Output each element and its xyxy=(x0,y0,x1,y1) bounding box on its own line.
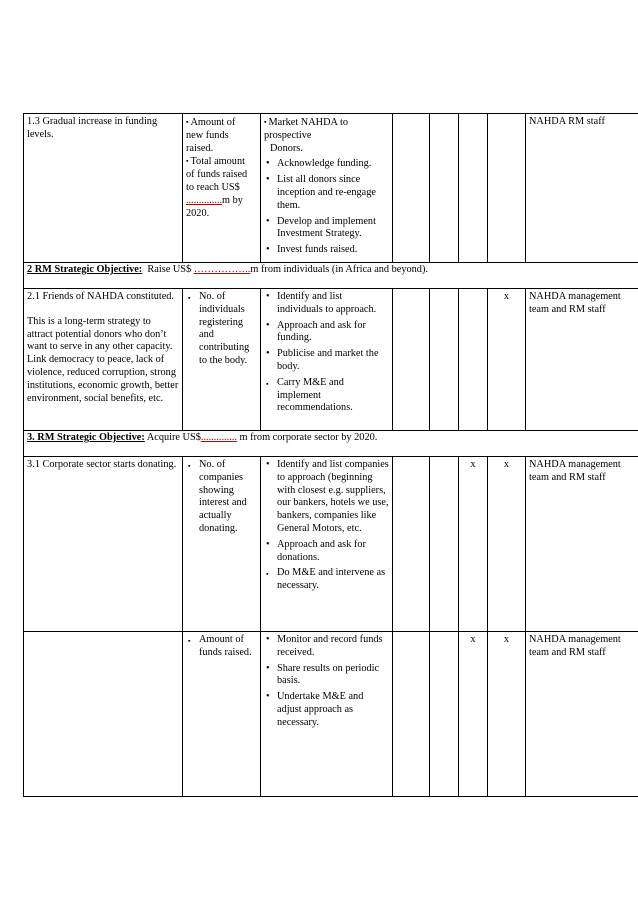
timeline-mark: x xyxy=(459,631,488,796)
result-cell xyxy=(24,456,183,631)
result-text: 3.1 Corporate sector starts donating. xyxy=(27,458,177,470)
square-bullet-icon: ▪ xyxy=(188,461,191,470)
list-item: • Acknowledge funding. xyxy=(266,158,372,170)
list-item: • Monitor and record funds received. xyxy=(266,633,383,658)
objective-blank: …………….. xyxy=(193,263,251,275)
bullet-icon: • xyxy=(266,158,270,170)
indicator-cell: ▪ Amount of new funds raised. ▪ Total amount of funds raised to reach US$ ..............m by 2020. xyxy=(183,114,261,263)
list-item: ▪ Carry M&E and implement recommendations. xyxy=(266,376,353,414)
timeline-cell xyxy=(393,114,430,263)
table-row-3-2 xyxy=(24,631,638,796)
list-item: ▪ Do M&E and intervene as necessary. xyxy=(266,567,386,592)
amount-blank: .............. xyxy=(186,194,223,206)
activity-lead: Market NAHDA to prospective xyxy=(264,117,348,141)
timeline-mark: x xyxy=(488,631,526,796)
table-row-1-3 xyxy=(24,114,638,263)
activity-list xyxy=(264,634,389,730)
timeline-cell xyxy=(393,288,430,430)
bullet-icon: • xyxy=(266,215,270,227)
indicator-cell xyxy=(183,631,261,796)
responsible-cell: NAHDA management team and RM staff xyxy=(526,631,638,796)
objective-cell: 2 RM Strategic Objective: Raise US$ ……………..m from individuals (in Africa and beyond). xyxy=(24,262,638,288)
list-item: • Identify and list companies to approach (beginning with closest e.g. suppliers, our bankers, hotels we use, bankers, companies like General Motors, etc. xyxy=(266,458,389,534)
bullet-icon: • xyxy=(266,174,270,186)
list-item: • Publicise and market the body. xyxy=(266,348,379,372)
result-text: 1.3 Gradual increase in funding levels. xyxy=(27,116,158,140)
result-cell xyxy=(24,288,183,430)
timeline-mark: x xyxy=(459,456,488,631)
square-bullet-icon: ▪ xyxy=(188,293,191,302)
timeline-cell xyxy=(459,288,488,430)
result-text: 2.1 Friends of NAHDA constituted. xyxy=(27,290,175,302)
indicator-cell xyxy=(183,456,261,631)
list-item: • Develop and implement Investment Strategy. xyxy=(266,215,376,240)
indicator-cell xyxy=(183,288,261,430)
responsible-cell: NAHDA management team and RM staff xyxy=(526,288,638,430)
objective-label: 3. RM Strategic Objective: xyxy=(27,431,145,443)
activities-cell xyxy=(261,288,393,430)
activity-list xyxy=(264,459,389,593)
timeline-cell xyxy=(430,288,459,430)
activities-cell xyxy=(261,456,393,631)
timeline-cell xyxy=(430,456,459,631)
activity-list xyxy=(264,158,389,257)
activities-cell xyxy=(261,114,393,263)
objective-row-3 xyxy=(24,430,638,456)
list-item: • Identify and list individuals to approach. xyxy=(266,290,377,315)
table-row-2-1 xyxy=(24,288,638,430)
list-item: • Share results on periodic basis. xyxy=(266,662,380,687)
activity-lead-cont: Donors. xyxy=(270,142,303,154)
responsible-cell: NAHDA RM staff xyxy=(526,114,638,263)
timeline-cell xyxy=(430,114,459,263)
activities-cell xyxy=(261,631,393,796)
table-row-3-1 xyxy=(24,456,638,631)
square-bullet-icon: ▪ xyxy=(186,118,189,126)
objective-blank: .............. xyxy=(200,431,237,443)
square-bullet-icon: ▪ xyxy=(186,157,189,166)
timeline-cell xyxy=(459,114,488,263)
timeline-cell xyxy=(393,456,430,631)
list-item: • List all donors since inception and re-engage them. xyxy=(266,174,376,211)
list-item: • Invest funds raised. xyxy=(266,244,358,256)
list-item: ▪ No. of individuals registering and contributing to the body. xyxy=(188,290,250,366)
list-item: • Approach and ask for funding. xyxy=(266,319,366,344)
objective-label: 2 RM Strategic Objective: xyxy=(27,263,143,275)
square-bullet-icon: ▪ xyxy=(188,636,191,645)
result-cell xyxy=(24,631,183,796)
square-bullet-icon: ▪ xyxy=(264,118,267,126)
objective-cell: 3. RM Strategic Objective: Acquire US$.............. m from corporate sector by 2020. xyxy=(24,430,638,456)
activity-list xyxy=(264,291,389,415)
list-item: ▪ Amount of funds raised. xyxy=(188,633,252,658)
list-item: • Approach and ask for donations. xyxy=(266,538,366,563)
result-cell xyxy=(24,114,183,263)
timeline-cell xyxy=(430,631,459,796)
result-note: This is a long-term strategy to attract potential donors who don’t want to serve in any other capacity. Link democracy to peace, lack of violence, reduced corruption, strong institutions, economic growth, better environment, social benefits, etc. xyxy=(27,315,179,404)
bullet-icon: • xyxy=(266,244,270,256)
timeline-mark: x xyxy=(488,456,526,631)
timeline-mark: x xyxy=(488,288,526,430)
objective-row-2 xyxy=(24,262,638,288)
rm-strategy-table xyxy=(23,113,638,797)
timeline-cell xyxy=(393,631,430,796)
responsible-cell: NAHDA management team and RM staff xyxy=(526,456,638,631)
timeline-cell xyxy=(488,114,526,263)
list-item: • Undertake M&E and adjust approach as necessary. xyxy=(266,691,364,728)
list-item: ▪ No. of companies showing interest and actually donating. xyxy=(188,458,247,534)
